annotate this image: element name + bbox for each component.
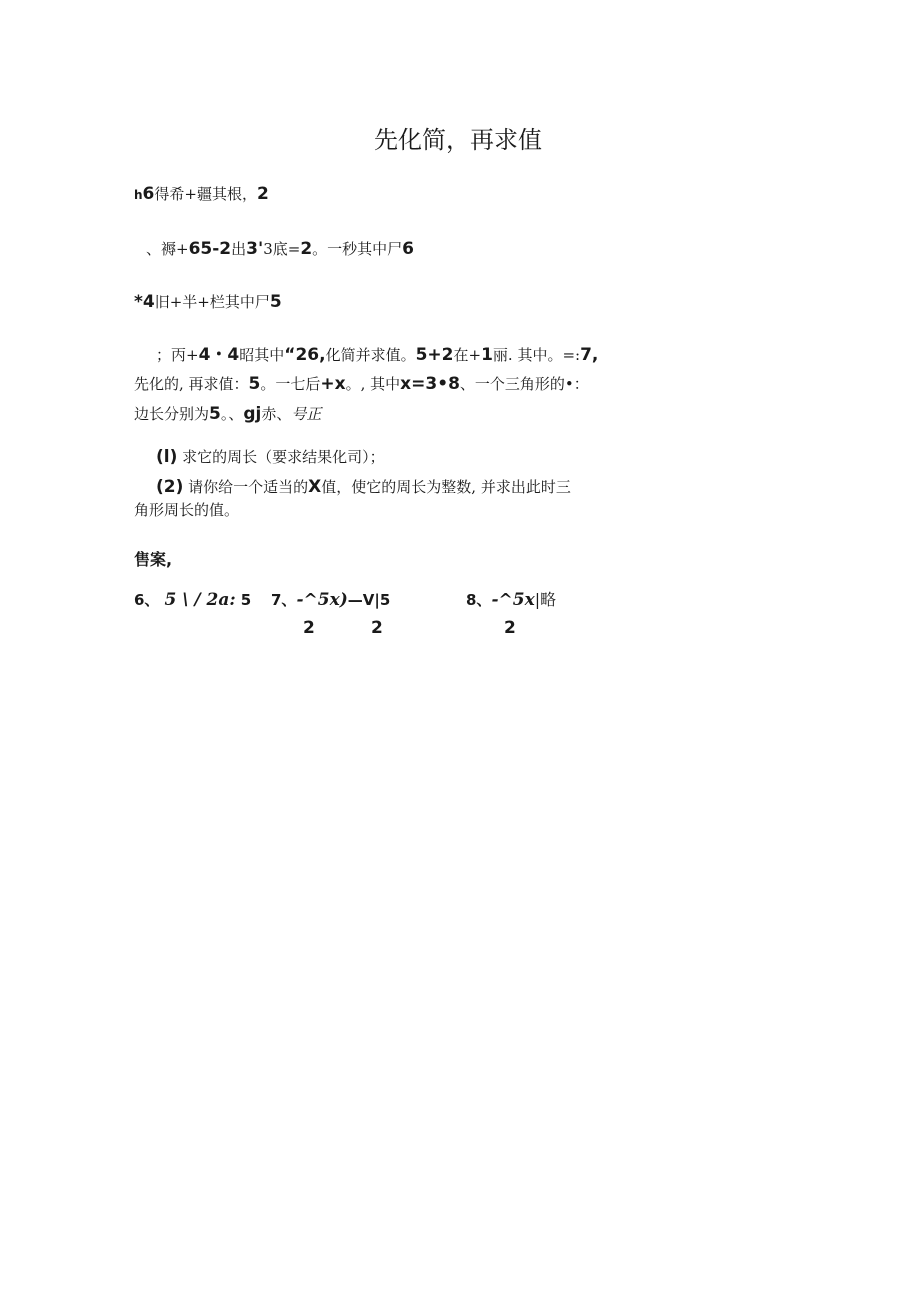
- answer-7-denominator-2: 2: [371, 618, 383, 638]
- q8-part: +x: [320, 374, 346, 394]
- q8-part: 7,: [580, 345, 599, 365]
- answer-expression: |略: [534, 590, 557, 609]
- q8-part: 化简并求值。: [325, 346, 416, 364]
- q6-part: 。一秒其中尸: [312, 240, 403, 258]
- problem-6: [146, 239, 414, 259]
- sub-question-2: [156, 477, 571, 497]
- q5-part: 2: [256, 184, 269, 204]
- q7-part: *4: [134, 292, 155, 312]
- page-title: 先化简，再求值: [374, 126, 542, 154]
- q5-part: h: [134, 188, 143, 202]
- answer-expression: —V|: [347, 591, 380, 609]
- q6-part: 3': [246, 239, 264, 259]
- q8-part: 5: [248, 374, 261, 394]
- answer-number: 8、: [466, 591, 492, 609]
- sub-question-text: 角形周长的值。: [134, 501, 240, 519]
- problem-8-line-2: [134, 374, 589, 394]
- q8-part: 。, 其中: [345, 375, 401, 393]
- answer-number: 6、: [134, 591, 160, 609]
- q6-part: 2: [300, 239, 313, 259]
- variable-x: X: [308, 477, 322, 497]
- q5-part: 6: [142, 184, 155, 204]
- q5-part: 得希+疆其根，: [154, 185, 257, 203]
- q8-part: 、一个三角形的•：: [459, 375, 589, 393]
- q8-part: 5+2: [415, 345, 454, 365]
- q8-part: ；丙+: [156, 346, 199, 364]
- q6-part: 3底=: [263, 240, 301, 258]
- q7-part: 5: [269, 292, 282, 312]
- q8-part: 丽. 其中。=:: [492, 346, 581, 364]
- answer-expression: 5: [379, 591, 391, 609]
- q8-part: 5: [209, 404, 221, 424]
- answer-expression: 5: [240, 591, 252, 609]
- q8-part: “26,: [284, 345, 326, 365]
- sub-question-2-cont: [134, 500, 239, 520]
- answer-7-denominator-1: 2: [303, 618, 315, 638]
- problem-5: [134, 184, 269, 205]
- q8-part: 4・4: [198, 345, 240, 365]
- q8-part: 。、: [220, 405, 244, 423]
- q6-part: 6: [402, 239, 415, 259]
- q6-part: 65-2: [188, 239, 232, 259]
- answer-expression: 5 \ / 2a:: [164, 590, 236, 610]
- q8-part: 在+: [453, 346, 482, 364]
- answer-number: 7、: [271, 591, 297, 609]
- problem-8-line-1: [156, 345, 598, 365]
- answer-6: [134, 590, 251, 610]
- q8-part: 赤、: [261, 405, 292, 423]
- q8-part: x=3•8: [400, 374, 460, 394]
- sub-question-text: 请你给一个适当的: [188, 478, 309, 496]
- sub-question-number: (l): [156, 447, 178, 467]
- q8-part: 号正: [291, 405, 322, 423]
- problem-8-line-3: [134, 404, 321, 424]
- q6-part: 出: [231, 240, 247, 258]
- sub-question-1: [156, 447, 385, 467]
- answer-expression: -^5x): [296, 590, 348, 610]
- q8-part: gj: [243, 404, 262, 424]
- sub-question-number: (2): [156, 477, 184, 497]
- q6-part: 、褥+: [146, 240, 189, 258]
- q7-part: 旧+半+栏其中尸: [154, 293, 270, 311]
- answer-7: [271, 590, 390, 610]
- problem-7: [134, 292, 282, 312]
- q8-part: 先化的, 再求值：: [134, 375, 249, 393]
- answer-8-denominator: 2: [504, 618, 516, 638]
- q8-part: 昭其中: [239, 346, 285, 364]
- answer-8: [466, 590, 556, 610]
- answer-expression: -^5x: [491, 590, 535, 610]
- sub-question-text: 值，使它的周长为整数, 并求出此时三: [321, 478, 571, 496]
- sub-question-text: 求它的周长（要求结果化司）；: [182, 448, 385, 466]
- q8-part: 1: [481, 345, 493, 365]
- q8-part: 边长分别为: [134, 405, 210, 423]
- q8-part: 。一七后: [260, 375, 321, 393]
- answer-heading: 售案,: [134, 550, 173, 569]
